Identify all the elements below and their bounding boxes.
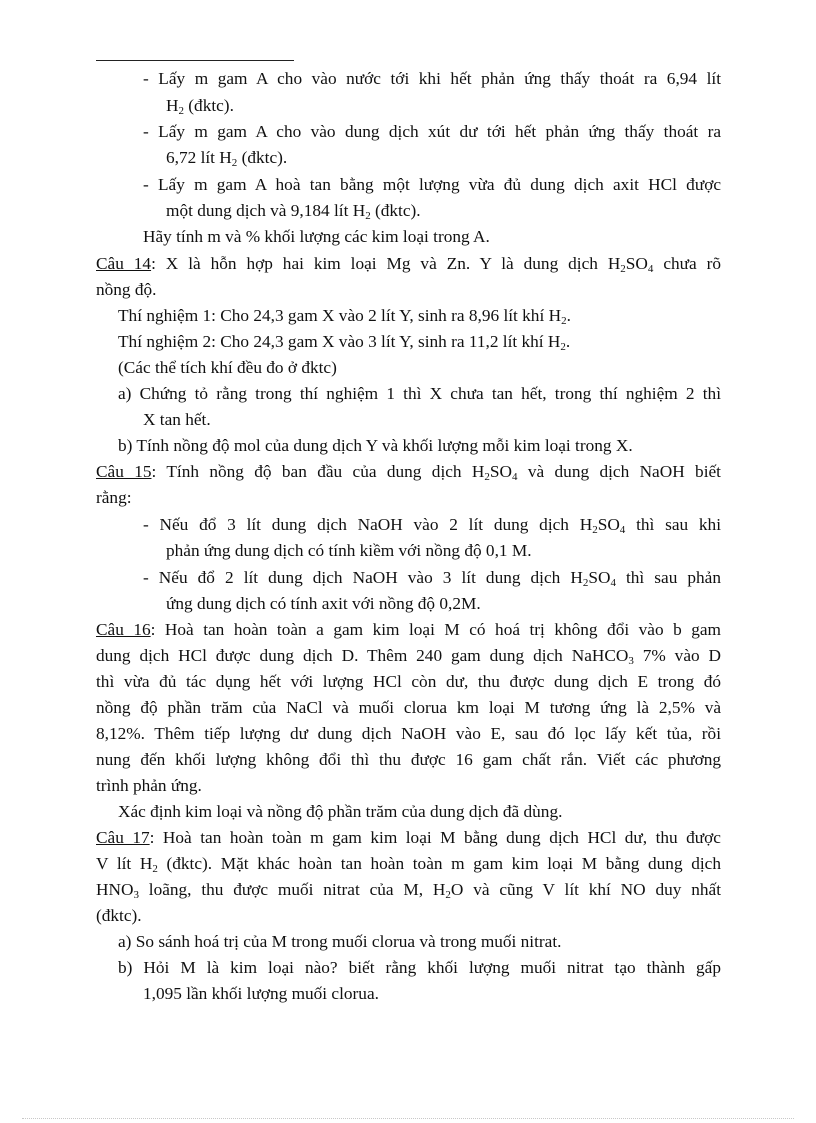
- page-bottom-border: [22, 1118, 794, 1119]
- question-16-task: Xác định kim loại và nồng độ phần trăm của dung dịch đã dùng.: [118, 802, 563, 821]
- question-16-line: nung đến khối lượng không đổi thì thu được 16 gam chất rắn. Viết các phương: [96, 750, 721, 769]
- question-15-label: Câu 15: [96, 462, 152, 481]
- bullet-line: - Nếu đổ 3 lít dung dịch NaOH vào 2 lít dung dịch $H_2SO_4$ thì sau khi: [143, 515, 721, 536]
- bullet-line: - Lấy m gam A hoà tan bằng một lượng vừa đủ dung dịch axit HCl được: [143, 175, 721, 194]
- question-16-line: thì vừa đủ tác dụng hết với lượng HCl còn dư, thu được dung dịch E trong đó: [96, 672, 721, 691]
- question-14-line: Câu 14: X là hỗn hợp hai kim loại Mg và Zn. Y là dung dịch $H_2SO_4$ chưa rõ: [96, 254, 721, 275]
- instruction-line: Hãy tính m và % khối lượng các kim loại trong A.: [143, 227, 490, 246]
- question-16-line: 8,12%. Thêm tiếp lượng dư dung dịch NaOH vào E, sau đó lọc lấy kết tủa, rồi: [96, 724, 721, 743]
- bullet-line-cont: phản ứng dung dịch có tính kiềm với nồng độ 0,1 M.: [166, 541, 532, 560]
- sub-question-b: b) Hỏi M là kim loại nào? biết rằng khối lượng muối nitrat tạo thành gấp: [118, 958, 721, 977]
- bullet-line: - Nếu đổ 2 lít dung dịch NaOH vào 3 lít dung dịch $H_2SO_4$ thì sau phản: [143, 568, 721, 589]
- bullet-line-cont: 6,72 lít $H_2$ (đktc).: [166, 148, 288, 169]
- experiment-2: Thí nghiệm 2: Cho 24,3 gam X vào 3 lít Y, sinh ra 11,2 lít khí $H_2$.: [118, 332, 571, 353]
- question-16-line: trình phản ứng.: [96, 776, 202, 795]
- question-14-line: nồng độ.: [96, 280, 157, 299]
- question-17-label: Câu 17: [96, 828, 150, 847]
- sub-question-b-cont: 1,095 lần khối lượng muối clorua.: [143, 984, 379, 1003]
- question-17-line: (đktc).: [96, 906, 142, 925]
- question-16-line: dung dịch HCl được dung dịch D. Thêm 240 gam dung dịch NaHCO$_3$ 7% vào D: [96, 646, 721, 667]
- question-17-line: V lít $H_2$ (đktc). Mặt khác hoàn tan hoàn toàn m gam kim loại M bằng dung dịch: [96, 854, 721, 875]
- sub-question-a-cont: X tan hết.: [143, 410, 211, 429]
- experiment-1: Thí nghiệm 1: Cho 24,3 gam X vào 2 lít Y, sinh ra 8,96 lít khí $H_2$.: [118, 306, 571, 327]
- bullet-line: - Lấy m gam A cho vào nước tới khi hết phản ứng thấy thoát ra 6,94 lít: [143, 69, 721, 88]
- question-16-label: Câu 16: [96, 620, 151, 639]
- question-17-line: Câu 17: Hoà tan hoàn toàn m gam kim loại M bằng dung dịch HCl dư, thu được: [96, 828, 721, 847]
- bullet-line-cont: một dung dịch và 9,184 lít $H_2$ (đktc).: [166, 201, 421, 222]
- bullet-line: - Lấy m gam A cho vào dung dịch xút dư tới hết phản ứng thấy thoát ra: [143, 122, 721, 141]
- question-15-line: rằng:: [96, 488, 132, 507]
- question-16-line: nồng độ phần trăm của NaCl và muối clorua km loại M tương ứng là 2,5% và: [96, 698, 721, 717]
- footnote-rule: [96, 60, 294, 61]
- question-15-line: Câu 15: Tính nồng độ ban đầu của dung dịch $H_2SO_4$ và dung dịch NaOH biết: [96, 462, 721, 483]
- note-line: (Các thể tích khí đều đo ở đktc): [118, 358, 337, 377]
- sub-question-b: b) Tính nồng độ mol của dung dịch Y và khối lượng mỗi kim loại trong X.: [118, 436, 633, 455]
- sub-question-a: a) Chứng tỏ rằng trong thí nghiệm 1 thì X chưa tan hết, trong thí nghiệm 2 thì: [118, 384, 721, 403]
- sub-question-a: a) So sánh hoá trị của M trong muối clorua và trong muối nitrat.: [118, 932, 562, 951]
- question-17-line: $HNO_3$ loãng, thu được muối nitrat của M, $H_2O$ và cũng V lít khí NO duy nhất: [96, 880, 721, 901]
- question-16-line: Câu 16: Hoà tan hoàn toàn a gam kim loại M có hoá trị không đổi vào b gam: [96, 620, 721, 639]
- bullet-line-cont: ứng dung dịch có tính axit với nồng độ 0,2M.: [166, 594, 481, 613]
- bullet-line-cont: $H_2$ (đktc).: [166, 96, 234, 117]
- question-14-label: Câu 14: [96, 254, 152, 273]
